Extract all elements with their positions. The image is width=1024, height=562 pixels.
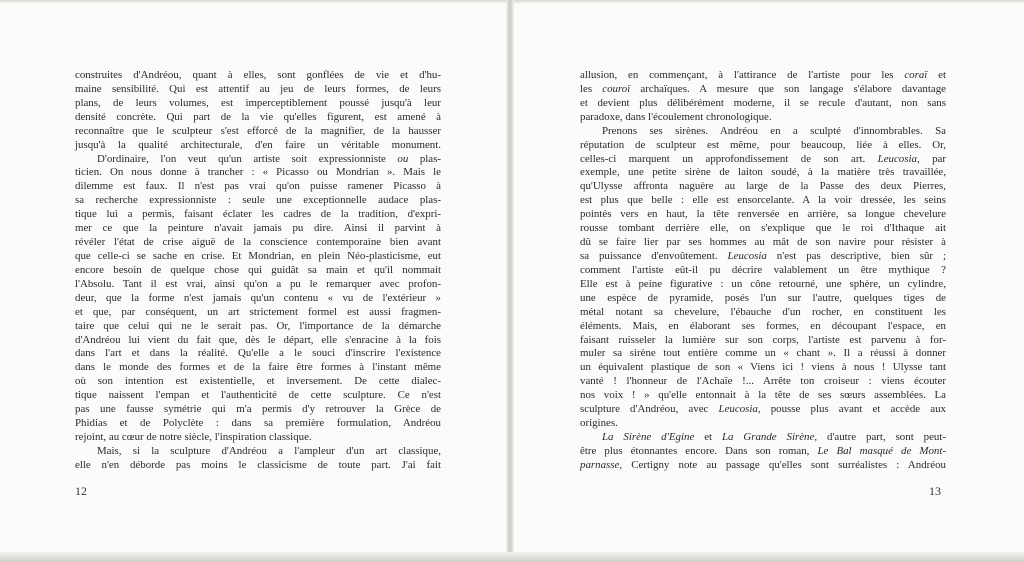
text-line — [580, 69, 946, 83]
italic-text: couroï — [602, 82, 631, 95]
text-segment: et que, par conséquent, un art strictement formel est aussi fragmen- — [75, 305, 441, 318]
text-segment: que celle-ci se sache en crise. Et Mondrian, en plein Néo-plasticisme, eut — [75, 249, 441, 262]
text-line — [580, 306, 946, 320]
text-segment: plans, de leurs volumes, est imperceptiblement poussé jusqu'à leur — [75, 96, 441, 109]
text-line — [75, 139, 441, 153]
text-line — [580, 236, 946, 250]
text-segment: origines. — [580, 417, 618, 430]
text-segment: densité concrète. Qui part de la vie qu'elles figurent, est amené à — [75, 110, 441, 123]
text-line — [580, 222, 946, 236]
text-line — [580, 83, 946, 97]
text-segment: maine sensibilité. Qui est attentif au jeu de leurs formes, de leurs — [75, 82, 441, 95]
text-line — [580, 361, 946, 375]
text-line — [580, 208, 946, 222]
text-line — [75, 166, 441, 180]
italic-text: Leucosia — [877, 152, 917, 165]
page-number-right: 13 — [929, 484, 941, 498]
text-segment: les — [580, 82, 603, 95]
text-line — [580, 166, 946, 180]
italic-text: Leucosia — [718, 403, 758, 416]
text-segment: encore besoin de quelque chose qui guidât sa main et qu'il nommait — [75, 263, 441, 276]
text-segment: pointés vers en haut, la tête renversée en arrière, sa longue chevelure — [580, 208, 946, 221]
text-line — [75, 69, 441, 83]
text-segment: n'est pas descriptive, bien sûr ; — [766, 249, 946, 262]
text-line — [75, 236, 441, 250]
text-segment: d'Andréou lui vient du fait que, dès le départ, elle s'enracine à la fois — [75, 333, 441, 346]
text-segment: réputation de sculpteur est même, pour beaucoup, liée à elles. Or, — [580, 138, 946, 151]
text-segment: une espèce de pyramide, posés l'un sur l'autre, quelques tiges de — [580, 291, 946, 304]
text-segment: ticien. On nous donne à trancher : « Picasso ou Mondrian ». Mais le — [75, 166, 441, 179]
text-segment: dans l'art et dans la réalité. Qu'elle a le souci d'inscrire l'existence — [75, 347, 441, 360]
text-line — [75, 334, 441, 348]
text-segment: vanté ! l'honneur de l'Achaïe !... Arrête ton croiseur : viens écouter — [580, 375, 946, 388]
text-segment: D'ordinaire, l'on veut qu'un artiste soit expressionniste — [97, 152, 398, 165]
italic-text: La Sirène d'Egine — [602, 430, 695, 443]
text-segment: mer ce que la peinture n'avait jamais pu dire. Ainsi il parvint à — [75, 222, 441, 235]
text-segment: et devient plus délibérément moderne, il se recule d'autant, non sans — [580, 96, 946, 109]
text-line — [75, 250, 441, 264]
text-segment: exemple, une petite sirène de laiton soudé, à la matière très travaillée, — [580, 166, 946, 179]
text-segment: jusqu'à la qualité architecturale, d'en faire un véritable monument. — [75, 138, 441, 151]
text-segment: paradoxe, dans l'écoulement chronologique. — [580, 110, 772, 123]
text-line — [75, 292, 441, 306]
text-line — [75, 208, 441, 222]
right-page-body — [580, 69, 946, 473]
text-segment: , pousse plus avant et accède aux — [757, 403, 946, 416]
text-line — [75, 153, 441, 167]
text-segment: faisant ruisseler la lumière sur son corps, l'artiste est parvenu à for- — [580, 333, 946, 346]
text-line — [580, 264, 946, 278]
text-segment: dilemme est faux. Il n'est pas vrai qu'on puisse ramener Picasso à — [75, 180, 441, 193]
text-line — [75, 83, 441, 97]
text-line — [580, 347, 946, 361]
text-segment: sculpture d'Andréou, avec — [580, 403, 719, 416]
italic-text: parnasse — [580, 458, 620, 471]
text-line — [580, 389, 946, 403]
text-line — [75, 97, 441, 111]
text-segment: rousse tombant derrière elle, on s'explique que le roi d'Ithaque ait — [580, 222, 946, 235]
text-segment: muler sa sirène tout entière comme un « chant ». Il a réussi à donner — [580, 347, 946, 360]
text-segment: dans le monde des formes et de la faire être formes à l'instant même — [75, 361, 441, 374]
text-segment: reconnaître que le sculpteur s'est efforcé de la magnifier, de la hausser — [75, 124, 441, 137]
text-segment: construites d'Andréou, quant à elles, sont gonflées de vie et d'hu- — [75, 69, 441, 81]
text-line — [580, 153, 946, 167]
text-segment: comment l'artiste eût-il pu décrire valablement un être mythique ? — [580, 263, 946, 276]
text-line — [580, 125, 946, 139]
text-segment: l'Absolu. Tant il est vrai, ainsi qu'on a pu le remarquer avec profon- — [75, 277, 441, 290]
text-line — [580, 292, 946, 306]
text-line — [75, 306, 441, 320]
text-line — [75, 417, 441, 431]
text-line — [580, 375, 946, 389]
text-line — [75, 445, 441, 459]
text-line — [75, 389, 441, 403]
text-segment: Mais, si la sculpture d'Andréou a l'ampleur d'un art classique, — [97, 444, 441, 457]
page-bottom-edge — [0, 552, 1024, 562]
text-line — [75, 264, 441, 278]
text-line — [75, 459, 441, 473]
text-line — [75, 180, 441, 194]
text-segment: archaïques. A mesure que son langage s'élabore davantage — [630, 82, 946, 95]
text-line — [75, 222, 441, 236]
left-page-body — [75, 69, 441, 473]
text-line — [580, 320, 946, 334]
text-line — [580, 111, 946, 125]
text-segment: Elle est à peine figurative : un cône retourné, une sphère, un cylindre, — [580, 277, 946, 290]
text-segment: un équivalent plastique de son « Viens ici ! viens à nous ! Ulysse tant — [580, 361, 946, 374]
text-line — [580, 278, 946, 292]
text-segment: , d'autre part, sont peut- — [814, 430, 946, 443]
text-segment: Prenons ses sirènes. Andréou en a sculpté d'innombrables. Sa — [602, 124, 946, 137]
text-segment: deur, que la forme n'est jamais qu'un contenu « vu de l'extérieur » — [75, 291, 441, 304]
text-segment: rejoint, au cœur de notre siècle, l'inspiration classique. — [75, 430, 312, 443]
text-line — [580, 250, 946, 264]
text-segment: pas une fausse symétrie qui m'a permis d'y retrouver la Grèce de — [75, 403, 441, 416]
text-line — [580, 97, 946, 111]
page-number-left: 12 — [75, 484, 87, 498]
text-line — [580, 445, 946, 459]
text-segment: qu'Ulysse affronta naguère au large de la Passe des deux Pierres, — [580, 180, 946, 193]
text-segment: tique lui a permis, faisant éclater les cadres de la tradition, d'expri- — [75, 208, 441, 221]
text-segment: dû se faire lier par ses hommes au mât de son navire pour résister à — [580, 236, 946, 249]
italic-text: Leucosia — [727, 249, 767, 262]
text-segment: elle n'en déborde pas moins le classicisme de toute part. J'ai fait — [75, 458, 441, 471]
text-line — [75, 361, 441, 375]
text-line — [580, 459, 946, 473]
italic-text: La Grande Sirène — [721, 430, 815, 443]
text-segment: et — [927, 69, 946, 81]
text-segment: Phidias et de Polyclète : dans sa première formulation, Andréou — [75, 417, 441, 430]
text-line — [580, 334, 946, 348]
text-segment: être plus étonnantes encore. Dans son roman, — [580, 444, 818, 457]
text-line — [75, 347, 441, 361]
text-segment: révéler l'état de crise aiguë de la conscience contemporaine bien avant — [75, 236, 441, 249]
text-line — [580, 403, 946, 417]
text-line — [75, 111, 441, 125]
text-segment: sa puissance d'envoûtement. — [580, 249, 728, 262]
text-segment: éléments. Mais, en élaborant ses formes, en découpant l'espace, en — [580, 319, 946, 332]
text-line — [580, 194, 946, 208]
text-line — [580, 417, 946, 431]
italic-text: Le Bal masqué de Mont- — [817, 444, 947, 457]
text-segment: tique naissent l'empan et l'authenticité de cette sculpture. Ce n'est — [75, 389, 441, 402]
text-segment: plas- — [408, 152, 441, 165]
text-line — [75, 403, 441, 417]
text-line — [580, 431, 946, 445]
text-line — [75, 375, 441, 389]
text-line — [75, 431, 441, 445]
text-line — [75, 278, 441, 292]
text-line — [580, 180, 946, 194]
text-line — [75, 194, 441, 208]
text-line — [75, 320, 441, 334]
text-segment: allusion, en commençant, à l'attirance de l'artiste pour les — [580, 69, 905, 81]
text-segment: nos voix ! » qu'elle entonnait à la tête de ses sœurs assemblées. La — [580, 389, 946, 402]
text-segment: est plus que belle : elle est ensorcelante. A la voir dressée, les seins — [580, 194, 946, 207]
text-segment: celles-ci marquent un approfondissement de son art. — [580, 152, 878, 165]
text-segment: sa recherche expressionniste : seule une exceptionnelle audace plas- — [75, 194, 441, 207]
italic-text: ou — [397, 152, 409, 165]
text-segment: , par — [916, 152, 947, 165]
italic-text: coraï — [904, 69, 928, 81]
text-line — [75, 125, 441, 139]
book-gutter — [506, 0, 514, 562]
text-line — [580, 139, 946, 153]
text-segment: métal notant sa chevelure, l'ébauche d'un rocher, en constituent les — [580, 305, 946, 318]
text-segment: où son intention est existentielle, et inversement. De cette dialec- — [75, 375, 441, 388]
text-segment: , Certigny note au passage qu'elles sont surréalistes : Andréou — [619, 458, 946, 471]
text-segment: taire que celui qui ne le serait pas. Or, l'importance de la démarche — [75, 319, 441, 332]
text-segment: et — [694, 430, 722, 443]
